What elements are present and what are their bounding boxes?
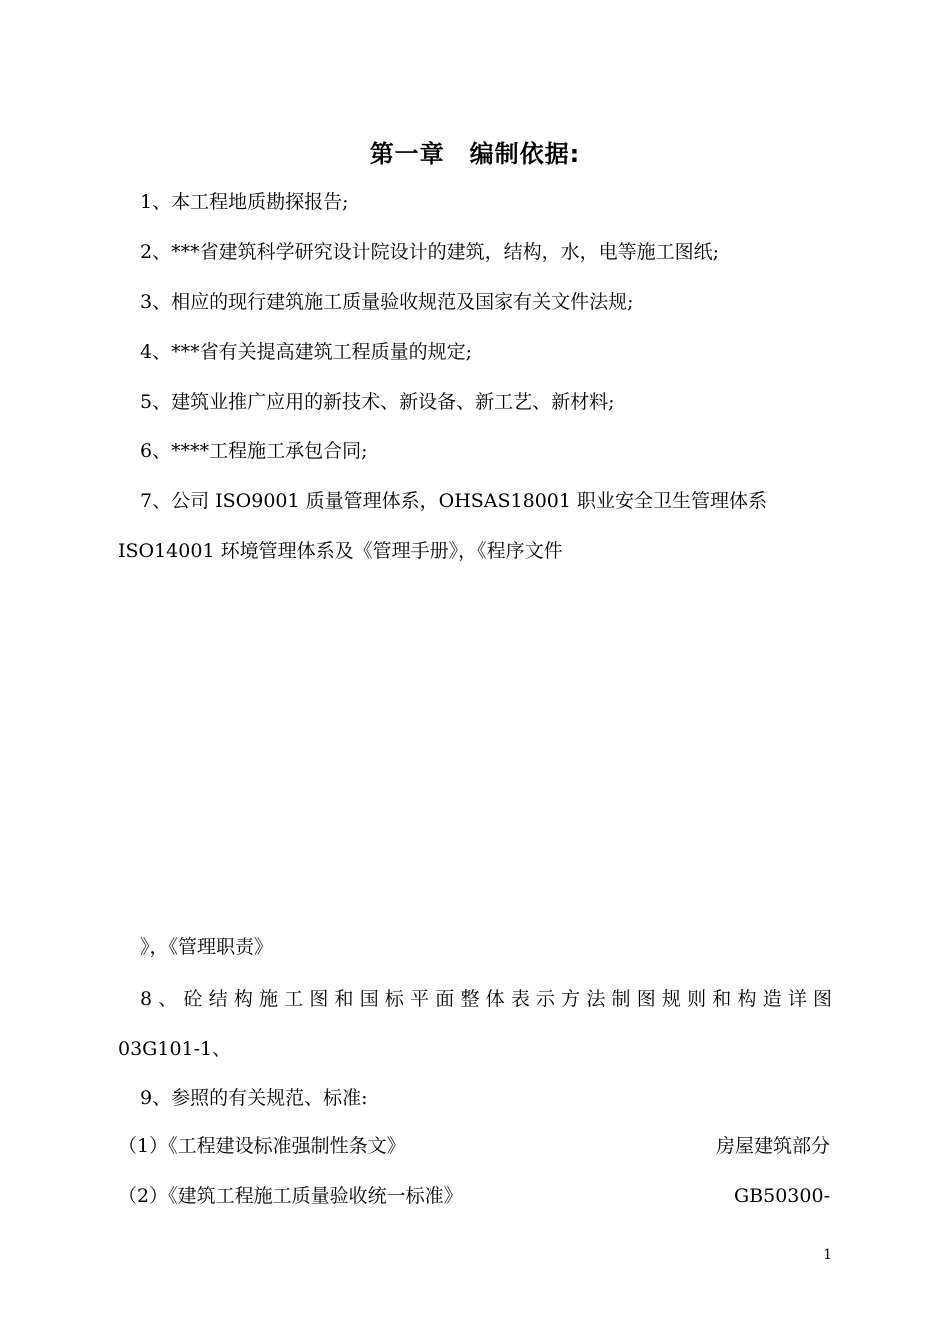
reference-2-note: GB50300- bbox=[733, 1185, 830, 1207]
basis-item-5: 5、建筑业推广应用的新技术、新设备、新工艺、新材料; bbox=[140, 391, 615, 413]
basis-item-1: 1、本工程地质勘探报告; bbox=[140, 191, 349, 213]
basis-item-3: 3、相应的现行建筑施工质量验收规范及国家有关文件法规; bbox=[140, 291, 634, 313]
basis-item-7-line-2: ISO14001 环境管理体系及《管理手册》，《程序文件 bbox=[118, 540, 563, 562]
reference-1-label: （1）《工程建设标准强制性条文》 bbox=[118, 1135, 406, 1157]
basis-item-4: 4、***省有关提高建筑工程质量的规定; bbox=[140, 341, 472, 363]
chapter-title: 第一章 编制依据: bbox=[369, 140, 581, 168]
reference-2-label: （2）《建筑工程施工质量验收统一标准》 bbox=[118, 1185, 463, 1207]
reference-1-note: 房屋建筑部分 bbox=[715, 1135, 830, 1157]
page-number: 1 bbox=[823, 1247, 832, 1263]
basis-item-7-line-1: 7、公司 ISO9001 质量管理体系，OHSAS18001 职业安全卫生管理体系 bbox=[140, 490, 768, 512]
basis-item-9: 9、参照的有关规范、标准: bbox=[140, 1087, 368, 1109]
basis-item-8-line-2: 03G101-1、 bbox=[118, 1038, 232, 1060]
basis-item-8-line-1: 8、砼结构施工图和国标平面整体表示方法制图规则和构造详图 bbox=[140, 988, 832, 1010]
basis-item-6: 6、****工程施工承包合同; bbox=[140, 440, 368, 462]
basis-item-7-continuation: 》，《管理职责》 bbox=[140, 936, 274, 958]
basis-item-2: 2、***省建筑科学研究设计院设计的建筑，结构，水，电等施工图纸; bbox=[140, 241, 719, 263]
